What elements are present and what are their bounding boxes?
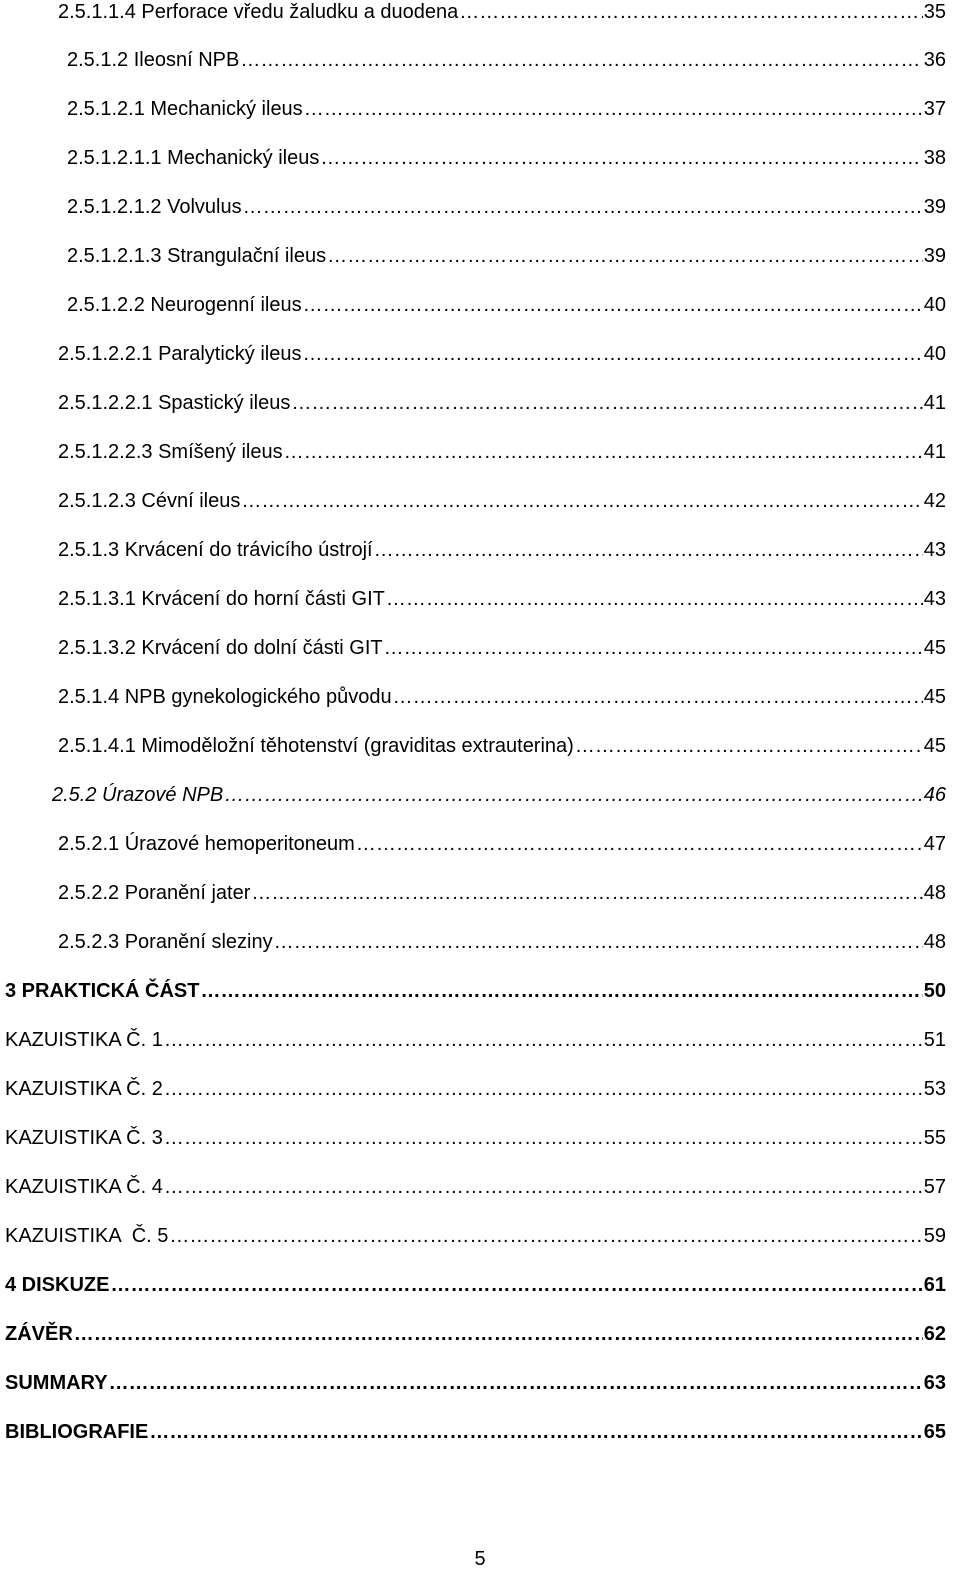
toc-entry-page: 45 [923, 735, 946, 757]
toc-leader-dots [164, 1030, 923, 1050]
toc-entry-label: KAZUISTIKA Č. 3 [5, 1127, 163, 1149]
toc-entry[interactable] [58, 834, 946, 854]
toc-entry[interactable] [58, 883, 946, 903]
toc-entry-page: 35 [923, 1, 946, 23]
toc-entry-label: 2.5.1.2.3 Cévní ileus [58, 490, 241, 512]
toc-entry[interactable] [67, 99, 946, 119]
toc-entry-label: ZÁVĚR [5, 1323, 73, 1345]
toc-entry[interactable] [5, 1079, 946, 1099]
toc-entry-page: 53 [923, 1078, 946, 1100]
toc-entry-label: 2.5.1.2 Ileosní NPB [67, 49, 240, 71]
toc-entry-page: 45 [923, 686, 946, 708]
toc-entry-page: 48 [923, 882, 946, 904]
toc-entry-label: 3 PRAKTICKÁ ČÁST [5, 980, 200, 1002]
toc-entry-page: 39 [923, 196, 946, 218]
toc-entry-page: 42 [923, 490, 946, 512]
toc-entry-label: KAZUISTIKA Č. 4 [5, 1176, 163, 1198]
toc-entry-label: 2.5.2.1 Úrazové hemoperitoneum [58, 833, 355, 855]
toc-entry-page: 65 [923, 1421, 946, 1443]
toc-entry-page: 43 [923, 539, 946, 561]
toc-entry[interactable] [52, 785, 946, 805]
toc-entry-page: 38 [923, 147, 946, 169]
toc-leader-dots [304, 99, 923, 119]
toc-entry[interactable] [58, 491, 946, 511]
toc-entry-page: 57 [923, 1176, 946, 1198]
toc-entry-page: 46 [923, 784, 946, 806]
toc-leader-dots [169, 1226, 922, 1246]
toc-leader-dots [386, 589, 923, 609]
toc-entry-page: 37 [923, 98, 946, 120]
toc-entry[interactable] [58, 932, 946, 952]
toc-leader-dots [303, 295, 923, 315]
toc-entry[interactable] [67, 148, 946, 168]
toc-leader-dots [274, 932, 923, 952]
toc-entry[interactable] [5, 1030, 946, 1050]
toc-leader-dots [302, 344, 922, 364]
toc-entry[interactable] [58, 442, 946, 462]
toc-entry-page: 62 [923, 1323, 946, 1345]
toc-entry[interactable] [58, 2, 946, 22]
toc-entry[interactable] [5, 1422, 946, 1442]
toc-entry-page: 36 [923, 49, 946, 71]
toc-entry-label: KAZUISTIKA Č. 2 [5, 1078, 163, 1100]
toc-entry-page: 41 [923, 441, 946, 463]
toc-leader-dots [243, 197, 923, 217]
toc-entry-label: 2.5.1.2.1.2 Volvulus [67, 196, 242, 218]
toc-entry[interactable] [58, 344, 946, 364]
toc-entry-page: 47 [923, 833, 946, 855]
toc-entry-label: 2.5.1.2.1 Mechanický ileus [67, 98, 303, 120]
toc-entry-page: 55 [923, 1127, 946, 1149]
toc-entry[interactable] [67, 246, 946, 266]
toc-entry[interactable] [58, 736, 946, 756]
toc-entry-page: 59 [923, 1225, 946, 1247]
toc-entry[interactable] [5, 1324, 946, 1344]
toc-leader-dots [575, 736, 923, 756]
toc-entry-label: 2.5.1.2.2.1 Paralytický ileus [58, 343, 302, 365]
toc-entry[interactable] [67, 197, 946, 217]
toc-entry-label: 2.5.1.2.2.1 Spastický ileus [58, 392, 291, 414]
toc-leader-dots [241, 491, 922, 511]
toc-entry[interactable] [5, 1177, 946, 1197]
toc-entry-label: 2.5.1.3.2 Krvácení do dolní části GIT [58, 637, 383, 659]
toc-leader-dots [164, 1128, 923, 1148]
page-number: 5 [474, 1548, 486, 1570]
toc-leader-dots [393, 687, 923, 707]
toc-entry-page: 45 [923, 637, 946, 659]
toc-entry[interactable] [5, 981, 946, 1001]
toc-entry-label: 2.5.1.2.2 Neurogenní ileus [67, 294, 302, 316]
toc-leader-dots [320, 148, 922, 168]
toc-entry-page: 40 [923, 294, 946, 316]
toc-leader-dots [110, 1275, 922, 1295]
toc-leader-dots [164, 1177, 923, 1197]
toc-entry-label: 2.5.2.3 Poranění sleziny [58, 931, 273, 953]
toc-entry-page: 61 [923, 1274, 946, 1296]
toc-entry[interactable] [5, 1275, 946, 1295]
toc-entry-page: 43 [923, 588, 946, 610]
toc-entry-page: 48 [923, 931, 946, 953]
toc-leader-dots [251, 883, 922, 903]
toc-entry-page: 50 [923, 980, 946, 1002]
toc-entry-label: 4 DISKUZE [5, 1274, 110, 1296]
toc-entry[interactable] [58, 687, 946, 707]
toc-entry-page: 40 [923, 343, 946, 365]
toc-entry[interactable] [58, 589, 946, 609]
toc-leader-dots [200, 981, 922, 1001]
toc-leader-dots [149, 1422, 922, 1442]
toc-entry[interactable] [67, 50, 946, 70]
toc-entry-label: 2.5.2.2 Poranění jater [58, 882, 251, 904]
toc-entry-label: KAZUISTIKA Č. 1 [5, 1029, 163, 1051]
toc-leader-dots [384, 638, 923, 658]
toc-entry[interactable] [58, 540, 946, 560]
toc-entry-page: 51 [923, 1029, 946, 1051]
toc-entry-label: KAZUISTIKA Č. 5 [5, 1225, 169, 1247]
toc-leader-dots [74, 1324, 923, 1344]
toc-leader-dots [109, 1373, 923, 1393]
toc-entry-label: BIBLIOGRAFIE [5, 1421, 149, 1443]
toc-leader-dots [327, 246, 923, 266]
toc-entry-page: 39 [923, 245, 946, 267]
toc-entry-label: 2.5.1.4.1 Mimoděložní těhotenství (graviditas extrauterina) [58, 735, 574, 757]
toc-entry[interactable] [58, 393, 946, 413]
toc-entry-label: 2.5.1.3 Krvácení do trávicího ústrojí [58, 539, 373, 561]
toc-entry[interactable] [5, 1373, 946, 1393]
toc-entry[interactable] [58, 638, 946, 658]
toc-entry-label: 2.5.1.1.4 Perforace vředu žaludku a duodena [58, 1, 459, 23]
toc-entry-label: 2.5.1.4 NPB gynekologického původu [58, 686, 392, 708]
toc-entry-page: 41 [923, 392, 946, 414]
toc-leader-dots [459, 2, 922, 22]
toc-leader-dots [291, 393, 922, 413]
toc-entry-label: 2.5.1.3.1 Krvácení do horní části GIT [58, 588, 385, 610]
toc-leader-dots [284, 442, 923, 462]
toc-leader-dots [224, 785, 923, 805]
toc-leader-dots [240, 50, 922, 70]
toc-entry[interactable] [5, 1226, 946, 1246]
toc-entry-label: 2.5.1.2.1.3 Strangulační ileus [67, 245, 327, 267]
toc-leader-dots [164, 1079, 923, 1099]
toc-leader-dots [356, 834, 923, 854]
toc-entry-label: 2.5.1.2.2.3 Smíšený ileus [58, 441, 283, 463]
toc-entry[interactable] [5, 1128, 946, 1148]
toc-entry-label: 2.5.1.2.1.1 Mechanický ileus [67, 147, 320, 169]
toc-entry-label: SUMMARY [5, 1372, 108, 1394]
toc-leader-dots [374, 540, 923, 560]
toc-entry-label: 2.5.2 Úrazové NPB [52, 784, 224, 806]
toc-entry[interactable] [67, 295, 946, 315]
toc-entry-page: 63 [923, 1372, 946, 1394]
